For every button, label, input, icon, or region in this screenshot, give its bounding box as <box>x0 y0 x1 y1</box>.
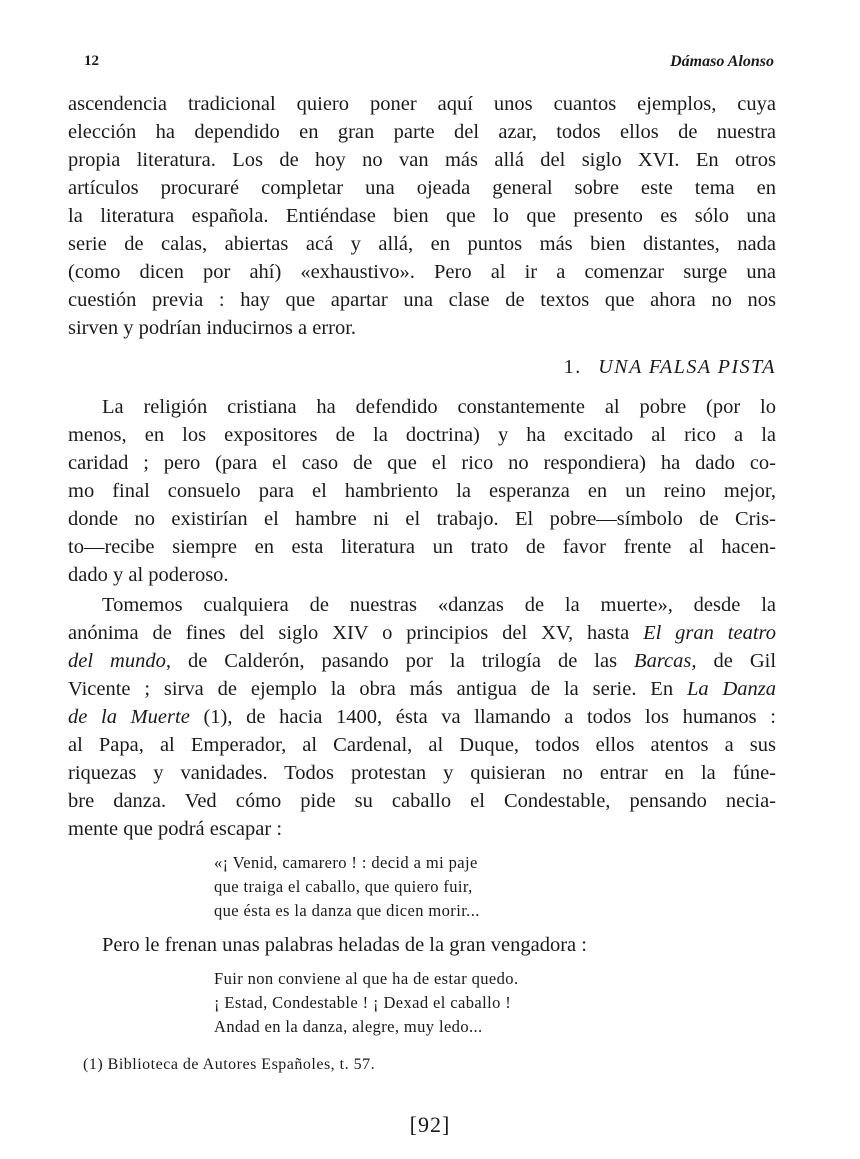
work-title: Barcas, <box>634 650 697 672</box>
paragraph-2-line: dado y al poderoso. <box>68 564 229 586</box>
work-title: del mundo, <box>68 650 171 672</box>
paragraph-3-line: riquezas y vanidades. Todos protestan y quisieran no entrar en la fúne- <box>68 762 776 784</box>
paragraph-1-line: elección ha dependido en gran parte del azar, todos ellos de nuestra <box>68 121 776 143</box>
verse-quote-2 <box>214 967 518 1039</box>
paragraph-1-line: sirven y podrían inducirnos a error. <box>68 317 357 339</box>
verse-line: «¡ Venid, camarero ! : decid a mi paje <box>214 853 478 872</box>
running-head <box>84 53 774 77</box>
paragraph-2-line: to—recibe siempre en esta literatura un trato de favor frente al hacen- <box>68 536 776 558</box>
section-title: UNA FALSA PISTA <box>598 356 776 378</box>
paragraph-1-line: la literatura española. Entiéndase bien que lo que presento es sólo una <box>68 205 776 227</box>
paragraph-3-line <box>68 647 776 675</box>
section-number: 1. <box>563 356 582 378</box>
paragraph-1-line: (como dicen por ahí) «exhaustivo». Pero al ir a comenzar surge una <box>68 261 776 283</box>
paragraph-3-line: al Papa, al Emperador, al Cardenal, al Duque, todos ellos atentos a sus <box>68 734 776 756</box>
paragraph-1-line: ascendencia tradicional quiero poner aquí unos cuantos ejemplos, cuya <box>68 93 776 115</box>
work-title: de la Muerte <box>68 706 190 728</box>
footnote: (1) Biblioteca de Autores Españoles, t. 57. <box>83 1056 376 1073</box>
verse-quote-1 <box>214 851 480 923</box>
paragraph-3-line: Tomemos cualquiera de nuestras «danzas de la muerte», desde la <box>102 594 776 616</box>
paragraph-2-line: La religión cristiana ha defendido constantemente al pobre (por lo <box>102 396 776 418</box>
work-title: El gran teatro <box>643 622 776 644</box>
paragraph-2-line: caridad ; pero (para el caso de que el rico no respondiera) ha dado co- <box>68 452 776 474</box>
section-heading <box>68 356 776 379</box>
paragraph-1-line: serie de calas, abiertas acá y allá, en puntos más bien distantes, nada <box>68 233 776 255</box>
author-name: Dámaso Alonso <box>670 53 774 70</box>
paragraph-1-line: cuestión previa : hay que apartar una clase de textos que ahora no nos <box>68 289 776 311</box>
paragraph-1-line: propia literatura. Los de hoy no van más allá del siglo XVI. En otros <box>68 149 776 171</box>
page-number: 12 <box>84 53 99 69</box>
paragraph-3-text: anónima de fines del siglo XIV o principios del XV, hasta <box>68 622 630 644</box>
bottom-page-number: [92] <box>409 1112 451 1137</box>
verse-line: Andad en la danza, alegre, muy ledo... <box>214 1017 483 1036</box>
work-title: La Danza <box>686 678 777 700</box>
paragraph-2-line: menos, en los expositores de la doctrina) y ha excitado al rico a la <box>68 424 776 446</box>
verse-line: Fuir non conviene al que ha de estar quedo. <box>214 969 519 988</box>
paragraph-3-line <box>68 675 776 703</box>
paragraph-3-line: bre danza. Ved cómo pide su caballo el Condestable, pensando necia- <box>68 790 776 812</box>
paragraph-2-line: mo final consuelo para el hambriento la esperanza en un reino mejor, <box>68 480 776 502</box>
paragraph-3-line: mente que podrá escapar : <box>68 818 283 840</box>
paragraph-3-line <box>68 619 776 647</box>
paragraph-3-text: (1), de hacia 1400, ésta va llamando a todos los humanos : <box>203 706 776 728</box>
paragraph-3-text: Vicente ; sirva de ejemplo la obra más antigua de la serie. En <box>68 678 674 700</box>
paragraph-2-line: donde no existirían el hambre ni el trabajo. El pobre—símbolo de Cris- <box>68 508 776 530</box>
verse-line: ¡ Estad, Condestable ! ¡ Dexad el caballo ! <box>214 993 512 1012</box>
paragraph-3-text: de Gil <box>713 650 777 672</box>
paragraph-3-text: de Calderón, pasando por la trilogía de las <box>187 650 618 672</box>
paragraph-4-line: Pero le frenan unas palabras heladas de la gran vengadora : <box>102 934 587 956</box>
verse-line: que traiga el caballo, que quiero fuir, <box>214 877 473 896</box>
verse-line: que ésta es la danza que dicen morir... <box>214 901 480 920</box>
paragraph-3-line <box>68 703 776 731</box>
paragraph-1-line: artículos procuraré completar una ojeada general sobre este tema en <box>68 177 776 199</box>
